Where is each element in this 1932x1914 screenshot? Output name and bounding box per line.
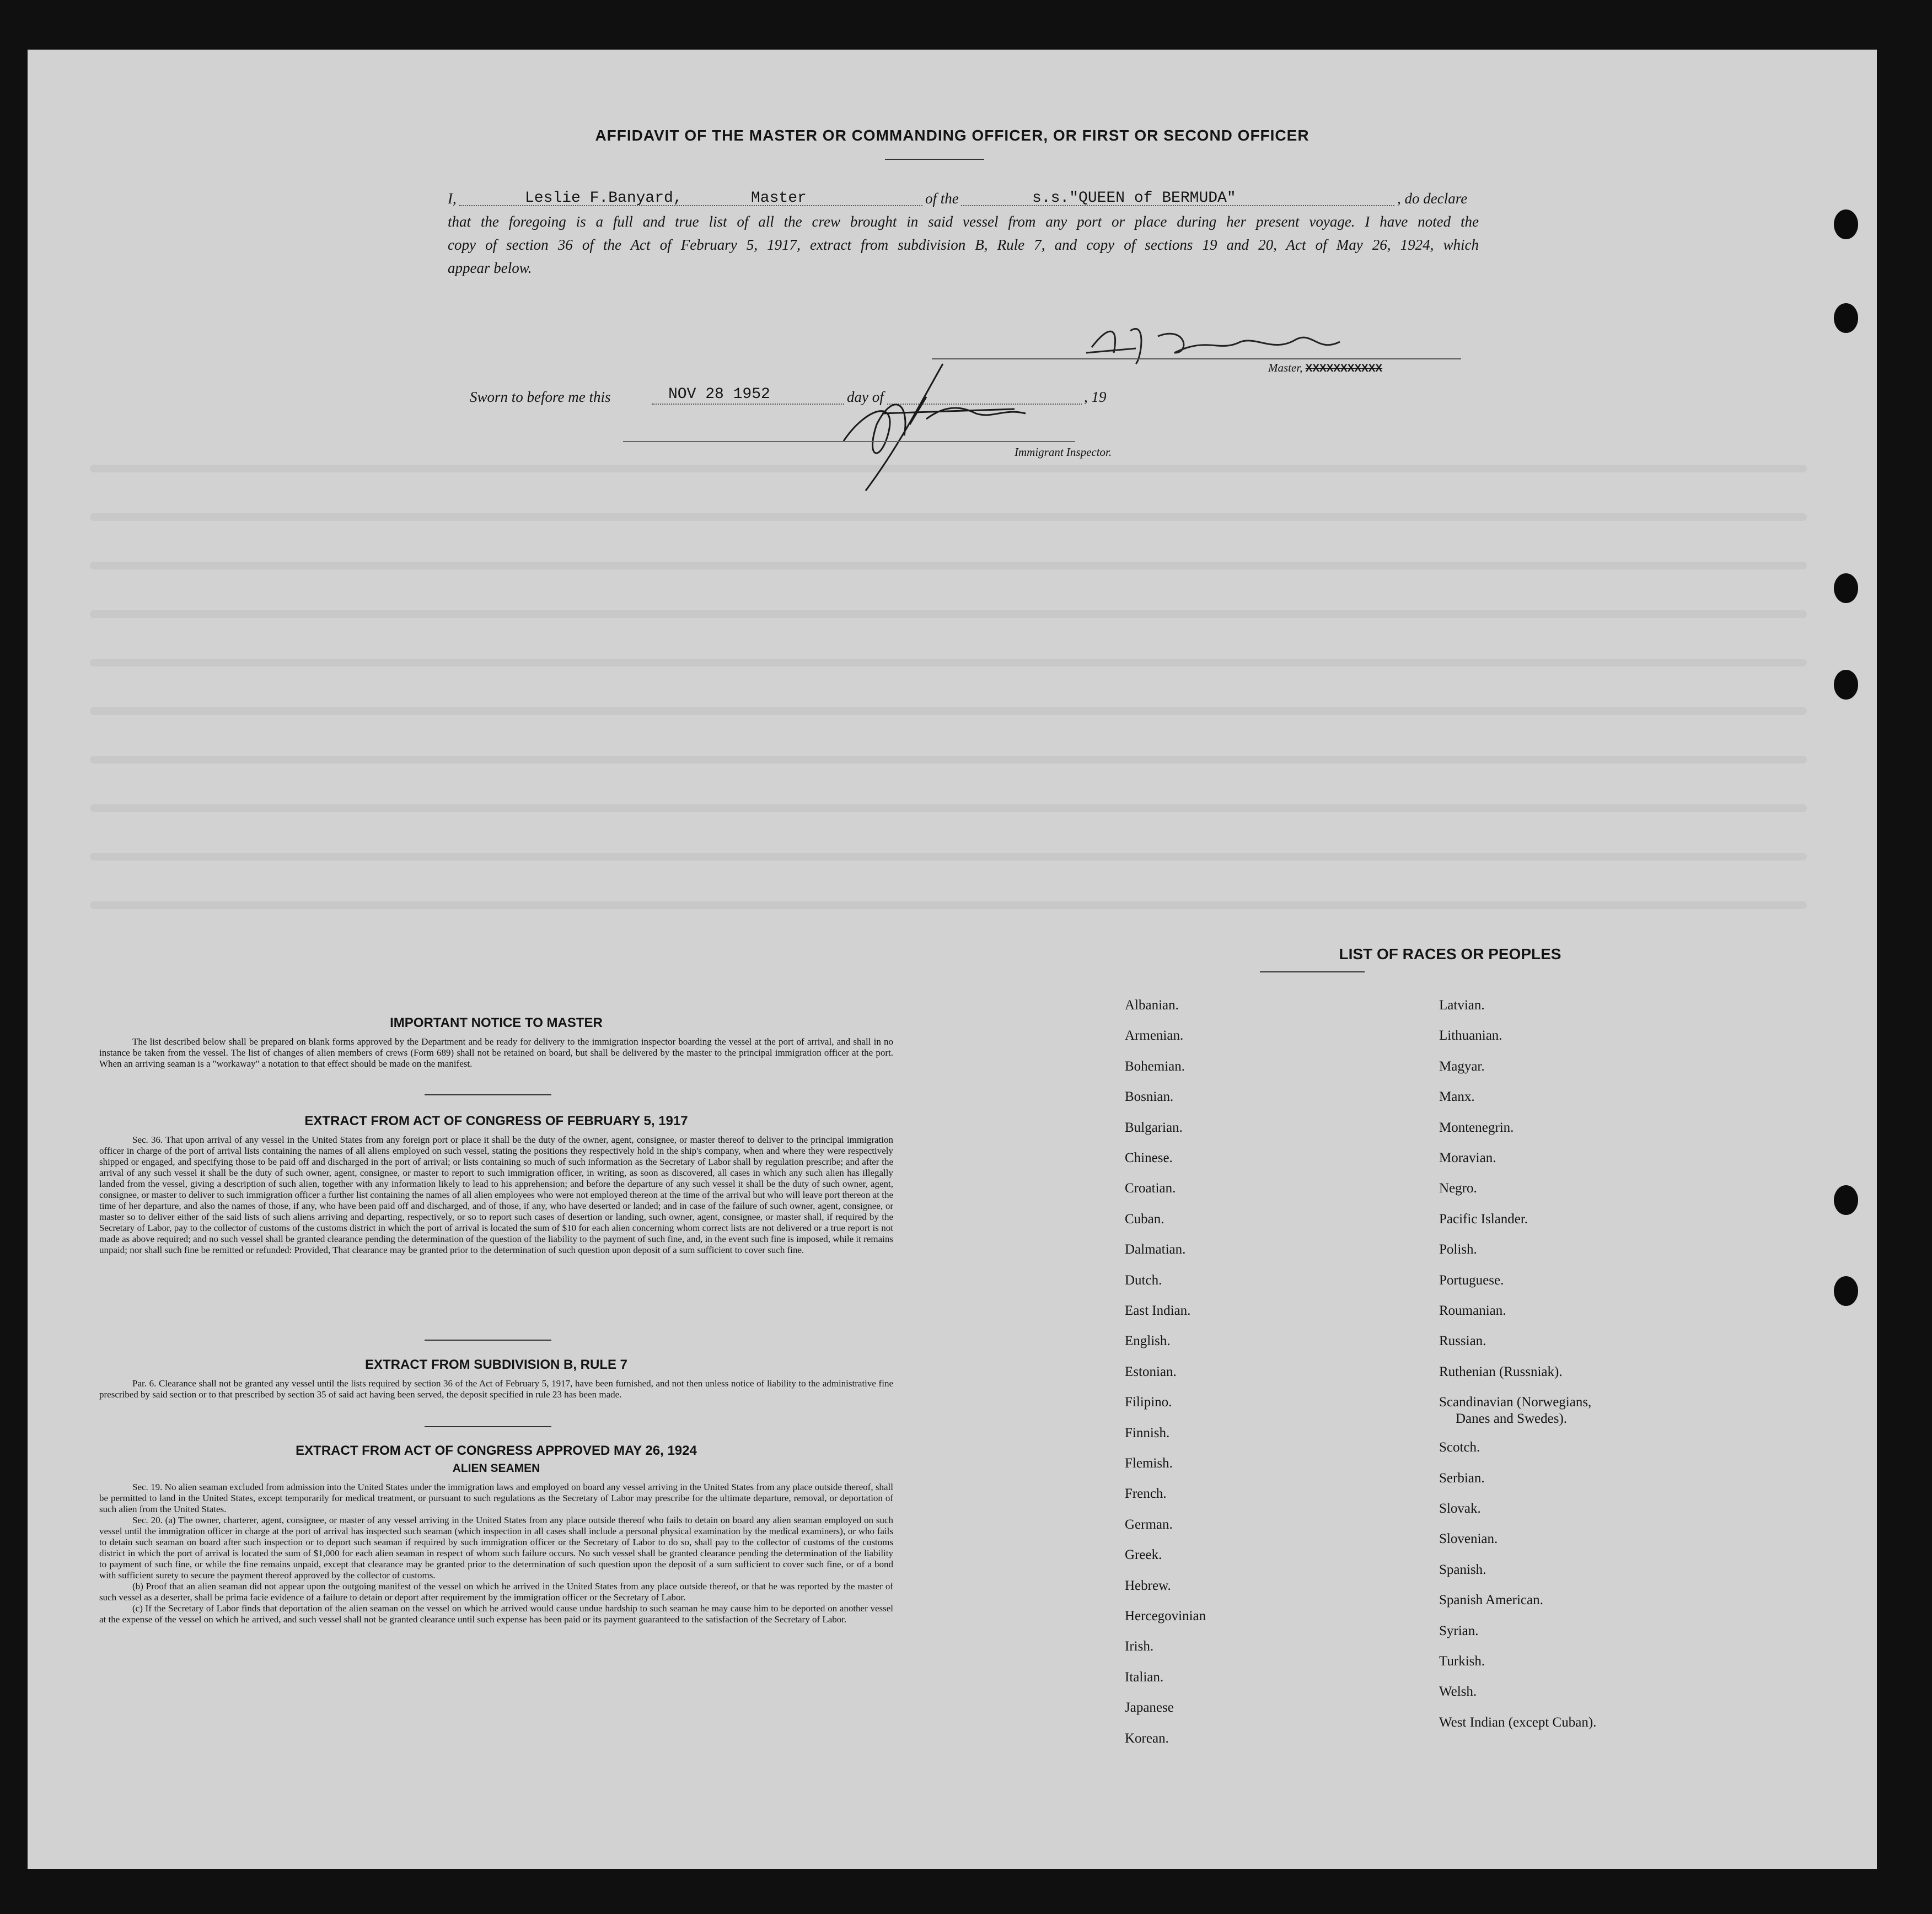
document-page [28,50,1877,1869]
extract-1924-body [99,1482,893,1625]
race-item: Spanish. [1439,1562,1486,1577]
race-item: Flemish. [1125,1456,1173,1471]
master-name-field[interactable]: Leslie F.Banyard, [525,190,683,207]
race-item: Lithuanian. [1439,1028,1502,1044]
race-item: Syrian. [1439,1623,1479,1638]
race-item: Serbian. [1439,1470,1485,1486]
race-item: Slovenian. [1439,1531,1498,1547]
inspector-signature [783,358,1042,507]
sworn-label: Sworn to before me this [470,389,611,405]
punch-hole-icon [1834,209,1858,239]
race-item: Scandinavian (Norwegians, [1439,1395,1592,1410]
extract-1917-title: EXTRACT FROM ACT OF CONGRESS OF FEBRUARY 5, 1917 [304,1114,688,1128]
race-item: Pacific Islander. [1439,1211,1528,1227]
race-item: French. [1125,1486,1167,1502]
do-declare-label: , do declare [1395,187,1469,209]
punch-hole-icon [1834,1185,1858,1215]
race-item: Polish. [1439,1242,1477,1257]
race-item: Hebrew. [1125,1578,1171,1593]
divider-rule [425,1426,551,1427]
race-item: Italian. [1125,1669,1164,1685]
race-item: West Indian (except Cuban). [1439,1714,1597,1730]
sec20b-paragraph: (b) Proof that an alien seaman did not appear upon the outgoing manifest of the vessel on which he arrived in the United States from any place outside thereof, or that he was reported by the master of such vessel as a deserter, shall be prima facie evidence of a failure to detain or deport after requirement by the immigration officer or the Secretary of Labor. [99,1581,893,1603]
race-item: Cuban. [1125,1211,1164,1227]
race-item: Turkish. [1439,1654,1485,1669]
race-item: German. [1125,1517,1173,1532]
race-item: Slovak. [1439,1501,1481,1516]
race-item: Bosnian. [1125,1089,1174,1105]
affidavit-title: AFFIDAVIT OF THE MASTER OR COMMANDING OFFICER, OR FIRST OR SECOND OFFICER [595,127,1310,144]
race-item: Dalmatian. [1125,1242,1186,1257]
declaration-line-2: that the foregoing is a full and true list of all the crew brought in said vessel from any port or place during her present voyage. I have noted the [448,213,1479,230]
race-item: East Indian. [1125,1303,1191,1318]
punch-hole-icon [1834,573,1858,603]
extract-1924-title: EXTRACT FROM ACT OF CONGRESS APPROVED MAY 26, 1924 [296,1443,697,1458]
race-item: Estonian. [1125,1364,1177,1379]
race-item: Albanian. [1125,998,1179,1013]
inspector-caption: Immigrant Inspector. [1015,445,1112,459]
race-item: Portuguese. [1439,1272,1504,1288]
alien-seamen-subtitle: ALIEN SEAMEN [452,1462,540,1475]
race-item: Danes and Swedes). [1456,1411,1568,1427]
race-item: Armenian. [1125,1028,1184,1044]
race-item: English. [1125,1334,1171,1349]
race-item: Spanish American. [1439,1593,1543,1608]
i-label: I, [448,190,457,207]
race-item: Welsh. [1439,1684,1477,1700]
race-item: Croatian. [1125,1181,1176,1196]
struck-title: XXXXXXXXXXX [1305,363,1383,374]
race-item: Negro. [1439,1181,1477,1196]
notice-title: IMPORTANT NOTICE TO MASTER [390,1015,603,1030]
race-item: Montenegrin. [1439,1120,1514,1135]
race-item: Ruthenian (Russniak). [1439,1364,1563,1379]
vessel-field[interactable]: s.s."QUEEN of BERMUDA" [1032,190,1236,207]
extract-1917-body: Sec. 36. That upon arrival of any vessel in the United States from any foreign port or place it shall be the duty of the owner, agent, consignee, or master thereof to deliver to the principal immigration officer in charge of the port of arrival lists containing the names of all aliens employed on such vessel, stating the positions they respectively hold in the ship's company, when and where they were respectively shipped or engaged, and specifying those to be paid off and discharged in the port of arrival; or lists containing so much of such information as the Secretary of Labor shall by regulation prescribe; and after the arrival of any such vessel it shall be the duty of such owner, agent, consignee, or master to report to such immigration officer, in writing, as soon as discovered, all cases in which any such alien has illegally landed from the vessel, giving a description of such alien, together with any information likely to lead to his apprehension; and before the departure of any such vessel it shall be the duty of such owner, agent, consignee, or master to deliver to such immigration officer a further list containing the names of all alien employees who were not employed thereon at the time of the arrival but who will leave port thereon at the time of her departure, and also the names of those, if any, who have been paid off and discharged, and of those, if any, who have deserted or landed; and in case of the failure of such owner, agent, consignee, or master so to deliver either of the said lists of such aliens arriving and departing, respectively, or so to report such cases of desertion or landing, such owner, agent, consignee, or master shall, if required by the Secretary of Labor, pay to the collector of customs of the customs district in which the port of arrival is located the sum of $10 for each alien concerning whom correct lists are not delivered or a true report is not made as above required; and no such vessel shall be granted clearance pending the determination of the question of the liability to the payment of such fine, and, in the event such fine is imposed, while it remains unpaid; nor shall such fine be remitted or refunded: Provided, That clearance may be granted prior to the determination of such question upon deposit of a sum sufficient to cover such fine. [99,1135,893,1255]
sec19-paragraph: Sec. 19. No alien seaman excluded from admission into the United States under the immigration laws and employed on board any vessel arriving in the United States from any place outside thereof, shall be permitted to land in the United States, except temporarily for medical treatment, or pursuant to such regulations as the Secretary of Labor may prescribe for the ultimate departure, removal, or deportation of such alien from the United States. [99,1482,893,1514]
race-item: Irish. [1125,1639,1154,1654]
race-item: Russian. [1439,1334,1486,1349]
race-item: Roumanian. [1439,1303,1506,1318]
divider-rule [425,1094,551,1095]
year-label: , 19 [1082,386,1109,408]
race-item: Latvian. [1439,998,1485,1013]
divider-rule [425,1340,551,1341]
punch-hole-icon [1834,670,1858,700]
rule7-title: EXTRACT FROM SUBDIVISION B, RULE 7 [364,1357,628,1372]
race-item: Finnish. [1125,1425,1170,1440]
inspector-signature-line [623,441,1075,442]
race-item: Bohemian. [1125,1058,1185,1074]
race-item: Magyar. [1439,1058,1485,1074]
race-item: Bulgarian. [1125,1120,1183,1135]
notice-body: The list described below shall be prepared on blank forms approved by the Department and be ready for delivery to the immigration inspector boarding the vessel at the port of arrival, and shall in no instance be taken from the vessel. The list of changes of alien members of crews (Form 689) shall not be retained on board, but shall be delivered by the master to the principal immigration officer at the port. When an arriving seaman is a "workaway" a notation to that effect should be made on the manifest. [99,1036,893,1069]
day-of-label: day of [845,386,886,408]
rule7-body: Par. 6. Clearance shall not be granted any vessel until the lists required by section 36 of the Act of February 5, 1917, have been furnished, and not then unless notice of liability to the administrative fine prescribed by said section or to that prescribed by section 35 of said act having been served, the deposit specified in rule 23 has been made. [99,1378,893,1400]
race-item: Hercegovinian [1125,1609,1206,1623]
sec20c-paragraph: (c) If the Secretary of Labor finds that deportation of the alien seaman on the vessel on which he arrived would cause undue hardship to such seaman he may cause him to be deported on another vessel at the expense of the vessel on which he arrived, and such vessel shall not be granted clearance until such expense has been paid or its payment guaranteed to the satisfaction of the Secretary of Labor. [99,1603,893,1625]
race-item: Dutch. [1125,1272,1162,1288]
race-item: Filipino. [1125,1395,1172,1410]
race-item: Scotch. [1439,1440,1480,1455]
punch-hole-icon [1834,303,1858,333]
sec20a-paragraph: Sec. 20. (a) The owner, charterer, agent, consignee, or master of any vessel arriving in the United States from any place outside thereof who fails to detain on board any alien seaman employed on such vessel until the immigration officer in charge at the port of arrival has inspected such seaman (which inspection in all cases shall include a personal physical examination by the medical examiners), or who fails to detain such seaman on board after such inspection or to deport such seaman if required by such immigration officer or the Secretary of Labor to do so, shall pay to the collector of customs of the customs district in which the port of arrival is located the sum of $1,000 for each alien seaman in respect of whom such failure occurs. No such vessel shall be granted clearance pending the determination of the liability to payment of such fine, or while the fine remains unpaid, except that clearance may be granted prior to the determination of such question upon the deposit of a sum sufficient to cover such fine, or of a bond with sufficient surety to secure the payment thereof approved by the collector of customs. [99,1515,893,1580]
race-item: Moravian. [1439,1150,1496,1165]
race-item: Korean. [1125,1730,1169,1746]
race-item: Greek. [1125,1547,1162,1563]
of-the-label: of the [923,187,961,209]
races-title-rule [1260,971,1365,972]
race-item: Chinese. [1125,1150,1173,1165]
title-rule [885,159,984,160]
declaration-line-4: appear below. [448,260,532,276]
rank-field[interactable]: Master [751,190,807,207]
sworn-date-stamp[interactable]: NOV 28 1952 [668,386,770,403]
races-title: LIST OF RACES OR PEOPLES [1339,945,1561,963]
master-caption: Master, XXXXXXXXXXX [1268,361,1383,374]
race-item: Manx. [1439,1089,1475,1105]
punch-hole-icon [1834,1276,1858,1306]
declaration-line-3: copy of section 36 of the Act of February 5, 1917, extract from subdivision B, Rule 7, and copy of sections 19 and 20, Act of May 26, 1924, which [448,236,1479,253]
race-item: Japanese [1125,1700,1174,1716]
